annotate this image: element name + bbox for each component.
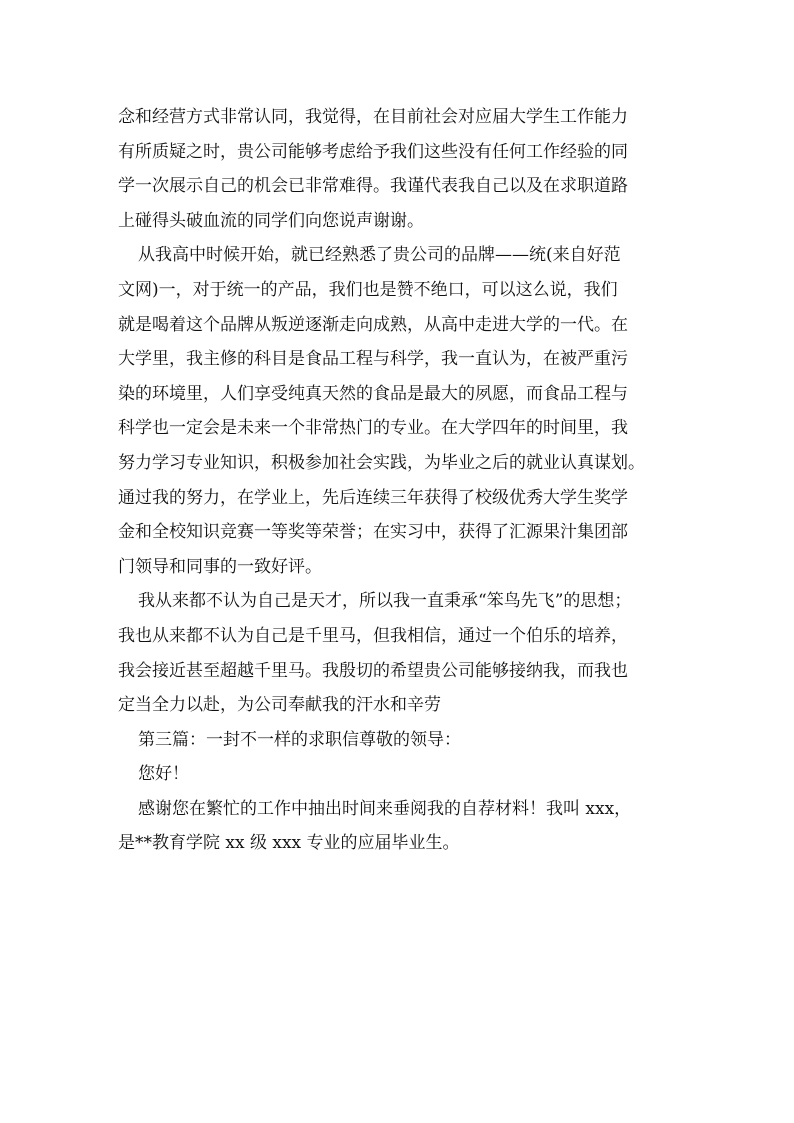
text-line: 是**教育学院 xx 级 xxx 专业的应届毕业生。 <box>118 833 460 854</box>
document-body <box>118 100 678 861</box>
text-line: 就是喝着这个品牌从叛逆逐渐走向成熟，从高中走进大学的一代。在 <box>118 314 628 335</box>
section-heading <box>118 723 678 758</box>
text-line: 有所质疑之时，贵公司能够考虑给予我们这些没有任何工作经验的同 <box>118 141 628 162</box>
paragraph-thanks <box>118 100 678 238</box>
text-line: 感谢您在繁忙的工作中抽出时间来垂阅我的自荐材料！我叫 xxx， <box>138 798 632 819</box>
text-line: 定当全力以赴，为公司奉献我的汗水和辛劳 <box>118 695 441 716</box>
text-line: 门领导和同事的一致好评。 <box>118 556 322 577</box>
text-line: 大学里，我主修的科目是食品工程与科学，我一直认为，在被严重污 <box>118 349 628 370</box>
text-line: 文网)一，对于统一的产品，我们也是赞不绝口，可以这么说，我们 <box>118 279 618 300</box>
paragraph-commitment <box>118 584 678 722</box>
text-line: 染的环境里，人们享受纯真天然的食品是最大的夙愿，而食品工程与 <box>118 383 628 404</box>
text-line: 念和经营方式非常认同，我觉得，在目前社会对应届大学生工作能力 <box>118 107 628 127</box>
text-line: 从我高中时候开始，就已经熟悉了贵公司的品牌——统(来自好范 <box>138 245 621 266</box>
text-line: 金和全校知识竞赛一等奖等荣誉；在实习中，获得了汇源果汁集团部 <box>118 522 628 543</box>
text-line: 我会接近甚至超越千里马。我殷切的希望贵公司能够接纳我，而我也 <box>118 660 628 681</box>
text-line: 学一次展示自己的机会已非常难得。我谨代表我自己以及在求职道路 <box>118 176 628 197</box>
text-line: 我也从来都不认为自己是千里马，但我相信，通过一个伯乐的培养， <box>118 625 628 646</box>
text-line: 努力学习专业知识，积极参加社会实践，为毕业之后的就业认真谋划。 <box>118 452 645 473</box>
text-line: 科学也一定会是未来一个非常热门的专业。在大学四年的时间里，我 <box>118 418 628 439</box>
text-line: 上碰得头破血流的同学们向您说声谢谢。 <box>118 210 424 231</box>
text-line: 通过我的努力，在学业上，先后连续三年获得了校级优秀大学生奖学 <box>118 487 628 508</box>
paragraph-background <box>118 238 678 584</box>
text-line: 第三篇：一封不一样的求职信尊敬的领导： <box>138 729 461 750</box>
salutation <box>118 757 678 792</box>
text-line: 您好！ <box>138 764 189 785</box>
paragraph-introduction <box>118 792 678 861</box>
text-line: 我从来都不认为自己是天才，所以我一直秉承“笨鸟先飞”的思想； <box>138 591 632 612</box>
